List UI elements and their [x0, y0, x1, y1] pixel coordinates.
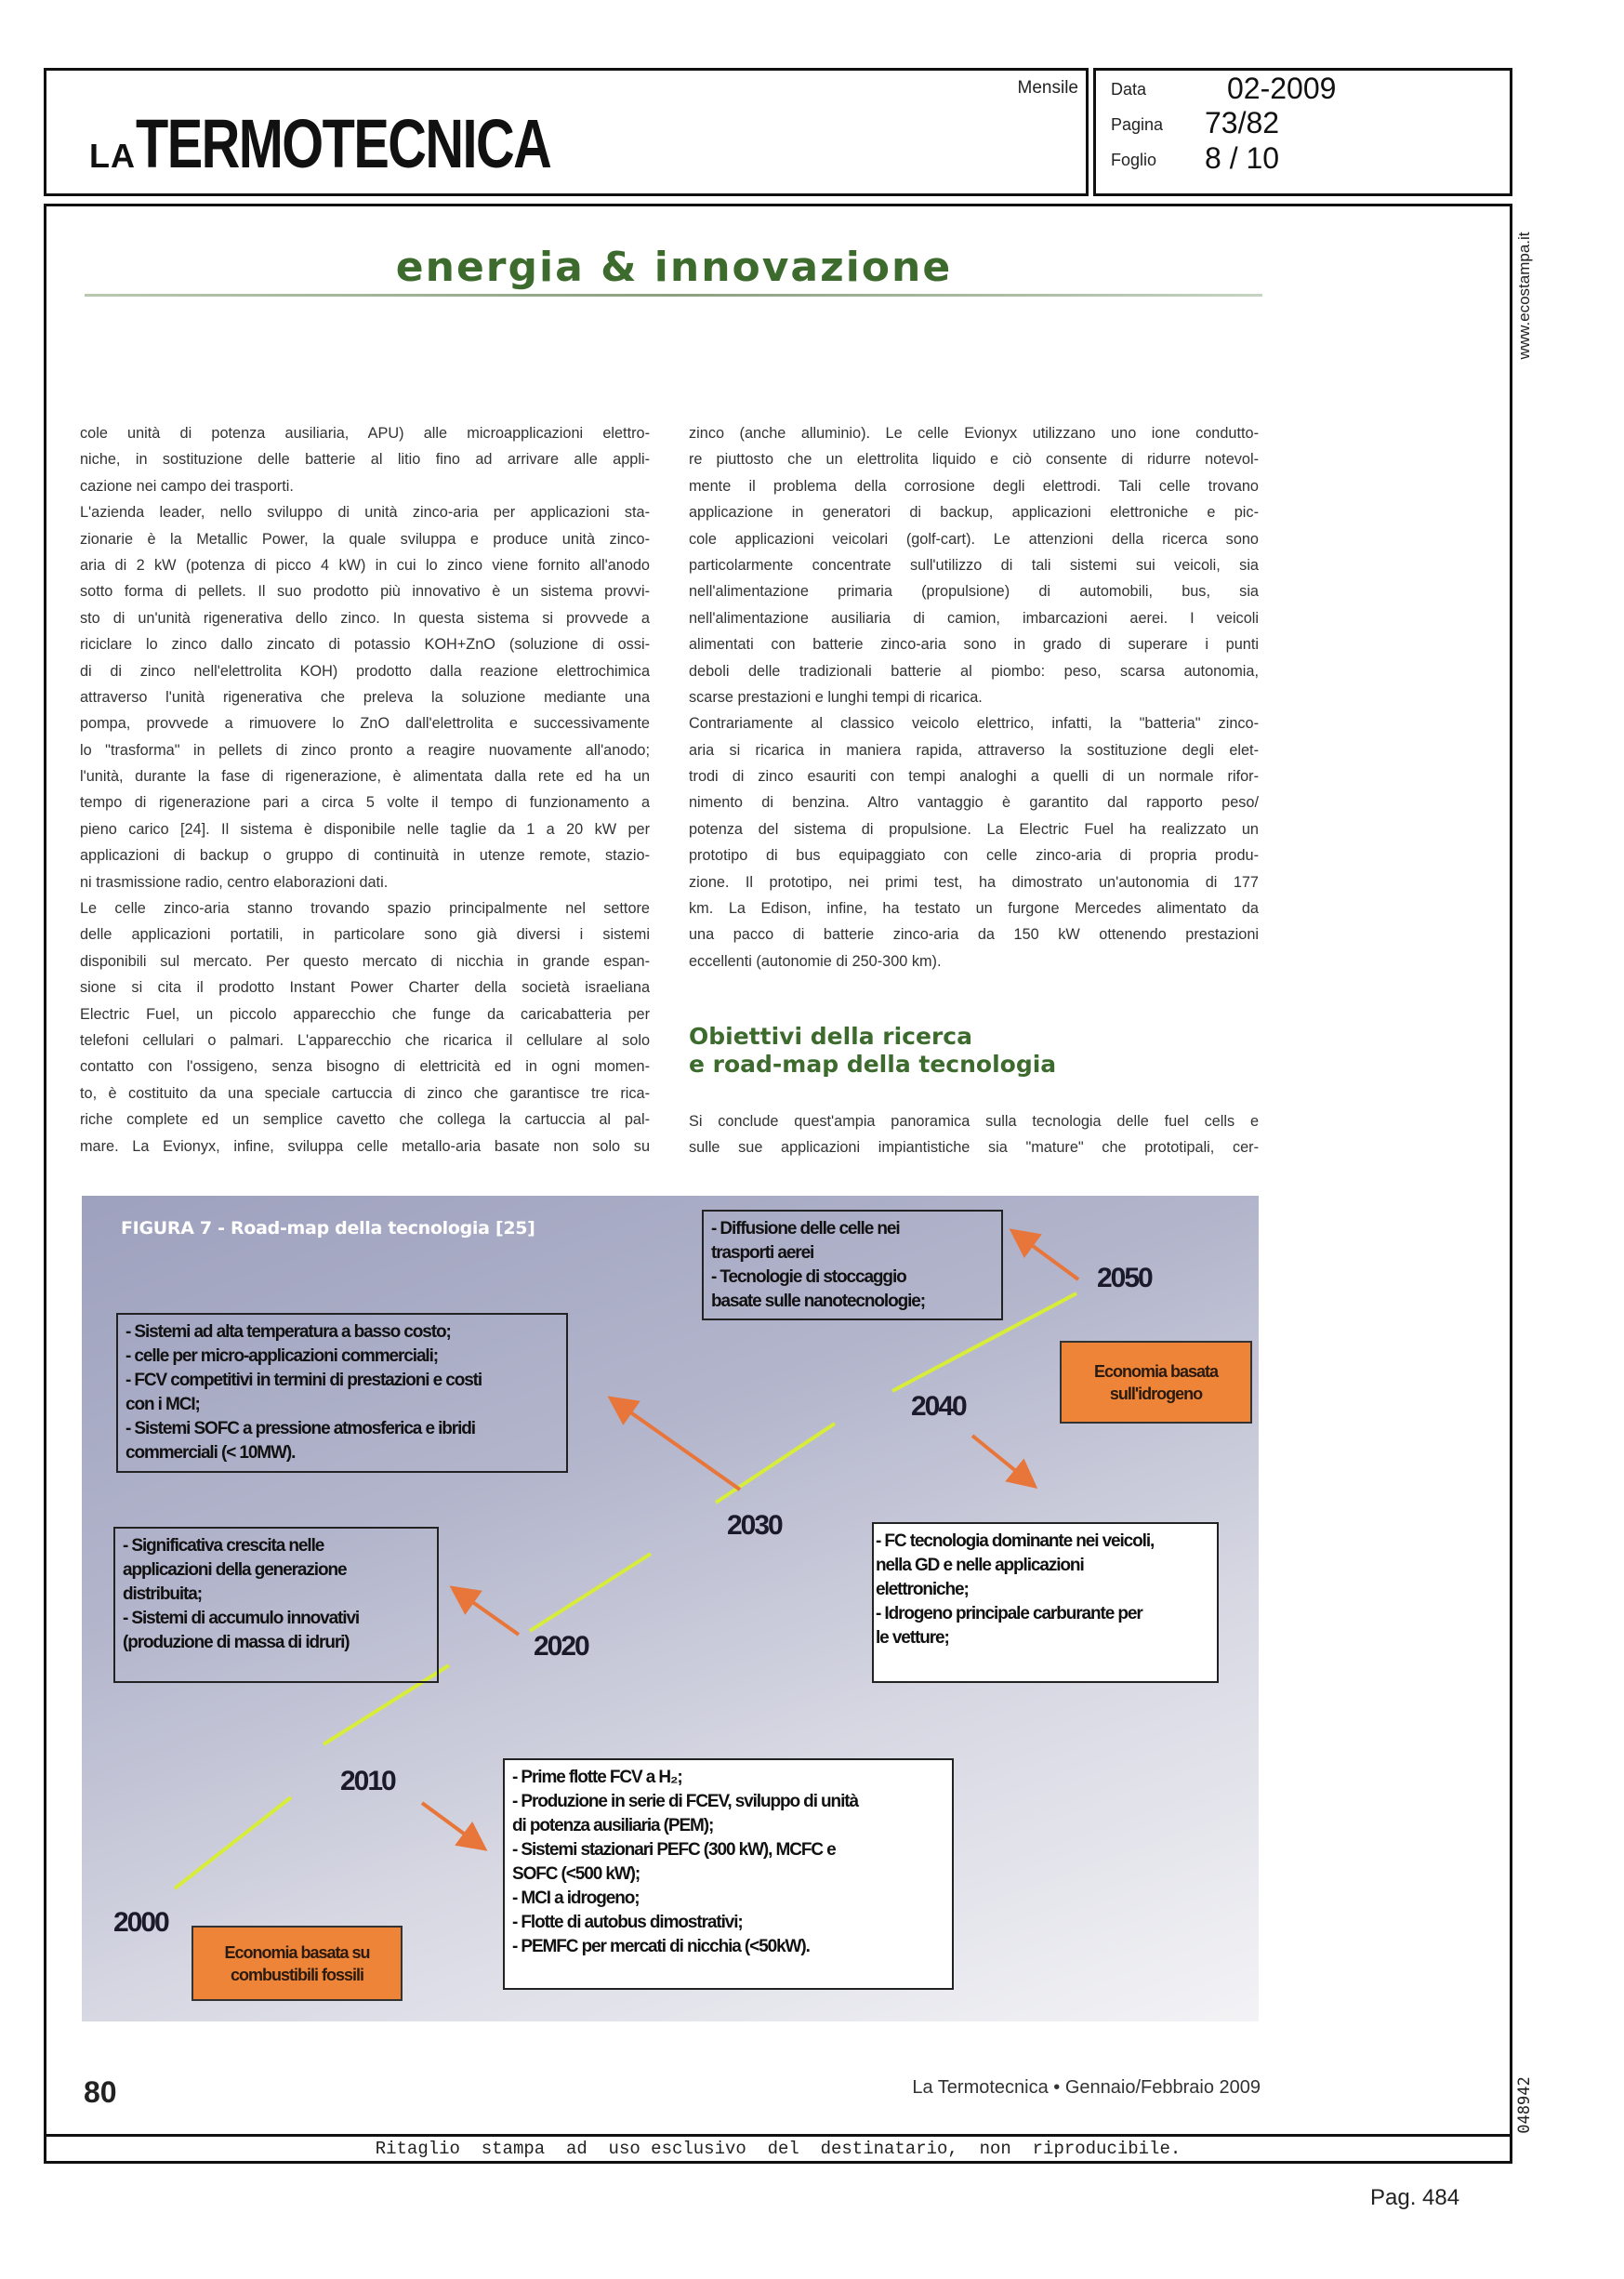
year-2020: 2020 — [534, 1631, 588, 1662]
box-line: di potenza ausiliaria (PEM); — [512, 1816, 714, 1835]
text-line: Electric Fuel, un piccolo apparecchio che funge da caricabatteria per — [80, 1005, 650, 1023]
box-line: elettroniche; — [876, 1580, 969, 1599]
text-line: potenza del sistema di propulsione. La Electric Fuel ha realizzato un — [689, 820, 1259, 838]
frequency: Mensile — [1017, 78, 1078, 98]
year-2050: 2050 — [1097, 1263, 1152, 1293]
box-line: - FCV competitivi in termini di prestazioni e costi — [125, 1371, 482, 1390]
box-line: trasporti aerei — [711, 1243, 814, 1263]
text-line: Le celle zinco-aria stanno trovando spazio principalmente nel settore — [80, 900, 650, 918]
side-url: www.ecostampa.it — [1515, 232, 1533, 360]
text-line: zinco (anche alluminio). Le celle Evionyx utilizzano uno ione condutto- — [689, 425, 1259, 442]
text-line: ni trasmissione radio, centro elaborazioni dati. — [80, 873, 389, 891]
text-line: cole applicazioni veicolari (golf-cart). Le attenzioni della ricerca sono — [689, 530, 1259, 548]
box-line: (produzione di massa di idruri) — [123, 1633, 350, 1652]
box-line: applicazioni della generazione — [123, 1560, 347, 1580]
arrow-icon — [456, 1590, 519, 1635]
arrow-icon — [972, 1436, 1032, 1484]
section-heading — [689, 1023, 1056, 1079]
data-value: 02-2009 — [1227, 72, 1337, 105]
text-line: telefoni cellulari o palmari. L'apparecchio che ricarica il cellulare al solo — [80, 1031, 650, 1049]
foglio-label: Foglio — [1111, 151, 1157, 169]
foglio-value: 8 / 10 — [1205, 141, 1280, 175]
text-line: una pacco di batterie zinco-aria da 150 kW ottenendo prestazioni — [689, 926, 1259, 944]
disclaimer: Ritaglio stampa ad uso esclusivo del destinatario, non riproducibile. — [375, 2139, 1182, 2159]
heading-line: Obiettivi della ricerca — [689, 1023, 972, 1050]
page-number: 80 — [84, 2075, 117, 2109]
box-line: - Produzione in serie di FCEV, sviluppo di unità — [512, 1792, 858, 1811]
left-column — [80, 420, 650, 1159]
box-line: - PEMFC per mercati di nicchia (<50kW). — [512, 1937, 810, 1956]
text-line: prototipo di bus equipaggiato con celle zinco-aria di propria produ- — [689, 847, 1259, 865]
section-title: energia & innovazione — [395, 244, 953, 291]
text-line: riche complete ed un semplice cavetto che collega la cartuccia al pal- — [80, 1111, 650, 1129]
pagina-value: 73/82 — [1205, 106, 1280, 139]
right-column-continued — [689, 1108, 1259, 1161]
box-line: Economia basata — [1093, 1361, 1219, 1381]
text-line: nell'alimentazione ausiliaria di camion, imbarcazioni aerei. I veicoli — [689, 609, 1259, 627]
economy-hydrogen-box — [1060, 1341, 1252, 1424]
text-line: sto di un'unità rigenerativa dello zinco. In questa sistema si provvede a — [80, 609, 650, 627]
text-line: Si conclude quest'ampia panoramica sulla tecnologia delle fuel cells e — [689, 1113, 1259, 1130]
text-line: sione si cita il prodotto Instant Power Charter della società israeliana — [80, 979, 650, 997]
timeline-segment — [716, 1424, 835, 1503]
text-line: delle applicazioni portatili, in particolare sono già diversi i sistemi — [80, 926, 650, 944]
section-rule — [85, 294, 1262, 297]
text-line: contatto con l'ossigeno, senza bisogno di elettricità ed in ogni momen- — [80, 1058, 650, 1076]
text-line: scarse prestazioni e lunghi tempi di ricarica. — [689, 688, 983, 706]
roadmap-box-2050 — [702, 1210, 1003, 1320]
text-line: attraverso l'unità rigenerativa che preleva la soluzione mediante una — [80, 688, 650, 706]
text-line: sotto forma di pellets. Il suo prodotto più innovativo è un sistema provvi- — [80, 583, 650, 601]
box-line: basate sulle nanotecnologie; — [711, 1292, 925, 1311]
box-line: - Sistemi di accumulo innovativi — [123, 1609, 360, 1628]
roadmap-box-2040 — [872, 1522, 1219, 1683]
timeline-segment — [530, 1554, 651, 1631]
data-label: Data — [1111, 80, 1147, 99]
text-line: cole unità di potenza ausiliaria, APU) alle microapplicazioni elettro- — [80, 425, 650, 442]
box-line: le vetture; — [876, 1628, 949, 1648]
roadmap-box-2030 — [116, 1313, 568, 1473]
box-line: - Sistemi ad alta temperatura a basso costo; — [125, 1322, 451, 1342]
roadmap-box-2010 — [503, 1758, 954, 1990]
heading-line: e road-map della tecnologia — [689, 1051, 1057, 1078]
year-2030: 2030 — [727, 1510, 782, 1541]
box-line: - celle per micro-applicazioni commerciali; — [125, 1346, 438, 1366]
text-line: eccellenti (autonomie di 250-300 km). — [689, 952, 942, 970]
text-line: l'unità, durante la fase di rigenerazione, è alimentata dalla rete ed ha un — [80, 768, 650, 786]
pagina-label: Pagina — [1111, 115, 1164, 134]
text-line: to, è costituito da una speciale cartuccia di zinco che garantisce tre rica- — [80, 1084, 650, 1102]
box-line: commerciali (< 10MW). — [125, 1443, 296, 1463]
text-line: pieno carico [24]. Il sistema è disponibile nelle taglie da 1 a 20 kW per — [80, 820, 650, 838]
text-line: aria di 2 kW (potenza di picco 4 kW) in cui lo zinco viene fornito all'anodo — [80, 556, 650, 574]
box-line: - MCI a idrogeno; — [512, 1888, 640, 1908]
roadmap-box-2020 — [113, 1527, 439, 1683]
text-line: cazione nei campo dei trasporti. — [80, 477, 294, 495]
year-2010: 2010 — [340, 1766, 395, 1796]
logo-main: TERMOTECNICA — [136, 105, 551, 182]
box-line: - Prime flotte FCV a H₂; — [512, 1768, 682, 1787]
arrow-icon — [614, 1400, 740, 1490]
box-line: Economia basata su — [224, 1942, 370, 1962]
box-line: - Significativa crescita nelle — [123, 1536, 324, 1556]
text-line: pompa, provvede a rimuovere lo ZnO dall'elettrolita e successivamente — [80, 715, 650, 733]
text-line: lo "trasforma" in pellets di zinco pronto a reagire nuovamente all'anodo; — [80, 741, 650, 759]
logo-prefix: LA — [89, 137, 136, 175]
box-line: con i MCI; — [125, 1395, 200, 1414]
box-line: - Flotte di autobus dimostrativi; — [512, 1913, 743, 1932]
text-line: particolarmente concentrate sull'utilizzo di tali sistemi sui veicoli, sia — [689, 556, 1259, 574]
text-line: re piuttosto che un elettrolita liquido e ciò consente di ridurre notevol- — [689, 451, 1259, 469]
text-line: mare. La Evionyx, infine, sviluppa celle metallo-aria basate non solo su — [80, 1137, 650, 1155]
box-line: - Tecnologie di stoccaggio — [711, 1267, 906, 1287]
box-line: - Sistemi SOFC a pressione atmosferica e ibridi — [125, 1419, 475, 1438]
text-line: L'azienda leader, nello sviluppo di unità zinco-aria per applicazioni sta- — [80, 504, 650, 522]
text-line: di di zinco nell'elettrolita KOH) prodotto dalla reazione elettrochimica — [80, 662, 650, 680]
box-line: - Diffusione delle celle nei — [711, 1219, 900, 1239]
text-line: Contrariamente al classico veicolo elettrico, infatti, la "batteria" zinco- — [689, 715, 1259, 733]
box-line: - FC tecnologia dominante nei veicoli, — [876, 1531, 1155, 1551]
text-line: mente il problema della corrosione degli elettrodi. Tali celle trovano — [689, 477, 1259, 495]
page-counter: Pag. 484 — [1370, 2185, 1460, 2210]
right-column — [689, 420, 1259, 974]
text-line: tempo di rigenerazione pari a circa 5 volte il tempo di funzionamento a — [80, 794, 650, 812]
arrow-icon — [422, 1803, 482, 1847]
side-code: 048942 — [1515, 2076, 1534, 2134]
box-line: nella GD e nelle applicazioni — [876, 1556, 1084, 1575]
publication-line: La Termotecnica • Gennaio/Febbraio 2009 — [912, 2077, 1261, 2098]
logo — [89, 104, 667, 183]
economy-fossil-box — [191, 1926, 403, 2001]
text-line: trodi di zinco esauriti con tempi analoghi a quelli di un normale rifor- — [689, 768, 1259, 786]
box-line: combustibili fossili — [230, 1965, 364, 1984]
year-2040: 2040 — [911, 1391, 966, 1422]
text-line: aria si ricarica in maniera rapida, attraverso la sostituzione degli elet- — [689, 741, 1259, 759]
text-line: niche, in sostituzione delle batterie al litio fino ad arrivare alle appli- — [80, 451, 650, 469]
box-line: SOFC (<500 kW); — [512, 1864, 640, 1884]
roadmap-figure — [82, 1196, 1259, 2021]
box-line: sull'idrogeno — [1109, 1384, 1203, 1403]
text-line: nell'alimentazione primaria (propulsione) di automobili, bus, sia — [689, 583, 1259, 601]
text-line: sulle sue applicazioni impiantistiche sia "mature" che prototipali, cer- — [689, 1139, 1259, 1157]
timeline-segment — [175, 1797, 291, 1888]
text-line: applicazioni di backup o gruppo di continuità in utenze remote, stazio- — [80, 847, 650, 865]
box-line: - Sistemi stazionari PEFC (300 kW), MCFC e — [512, 1840, 836, 1860]
text-line: applicazione in generatori di backup, applicazioni elettroniche e pic- — [689, 504, 1259, 522]
text-line: nimento di benzina. Altro vantaggio è garantito dal rapporto peso/ — [689, 794, 1259, 812]
figure-caption: FIGURA 7 - Road-map della tecnologia [25] — [121, 1218, 535, 1239]
text-line: disponibili sul mercato. Per questo mercato di nicchia in grande espan- — [80, 952, 650, 970]
box-line: - Idrogeno principale carburante per — [876, 1604, 1142, 1623]
text-line: km. La Edison, infine, ha testato un furgone Mercedes alimentato da — [689, 900, 1259, 918]
text-line: riciclare lo zinco dallo zincato di potassio KOH+ZnO (soluzione di ossi- — [80, 636, 650, 654]
box-line: distribuita; — [123, 1584, 202, 1604]
year-2000: 2000 — [113, 1907, 168, 1938]
text-line: zionarie è la Metallic Power, la quale sviluppa e produce unità zinco- — [80, 530, 650, 548]
arrow-icon — [1015, 1233, 1078, 1279]
text-line: deboli delle tradizionali batterie al piombo: peso, scarsa autonomia, — [689, 662, 1259, 680]
text-line: zione. Il prototipo, nei primi test, ha dimostrato un'autonomia di 177 — [689, 873, 1259, 891]
text-line: alimentati con batterie zinco-aria sono in grado di superare i punti — [689, 636, 1259, 654]
footer-rule — [44, 2134, 1512, 2137]
